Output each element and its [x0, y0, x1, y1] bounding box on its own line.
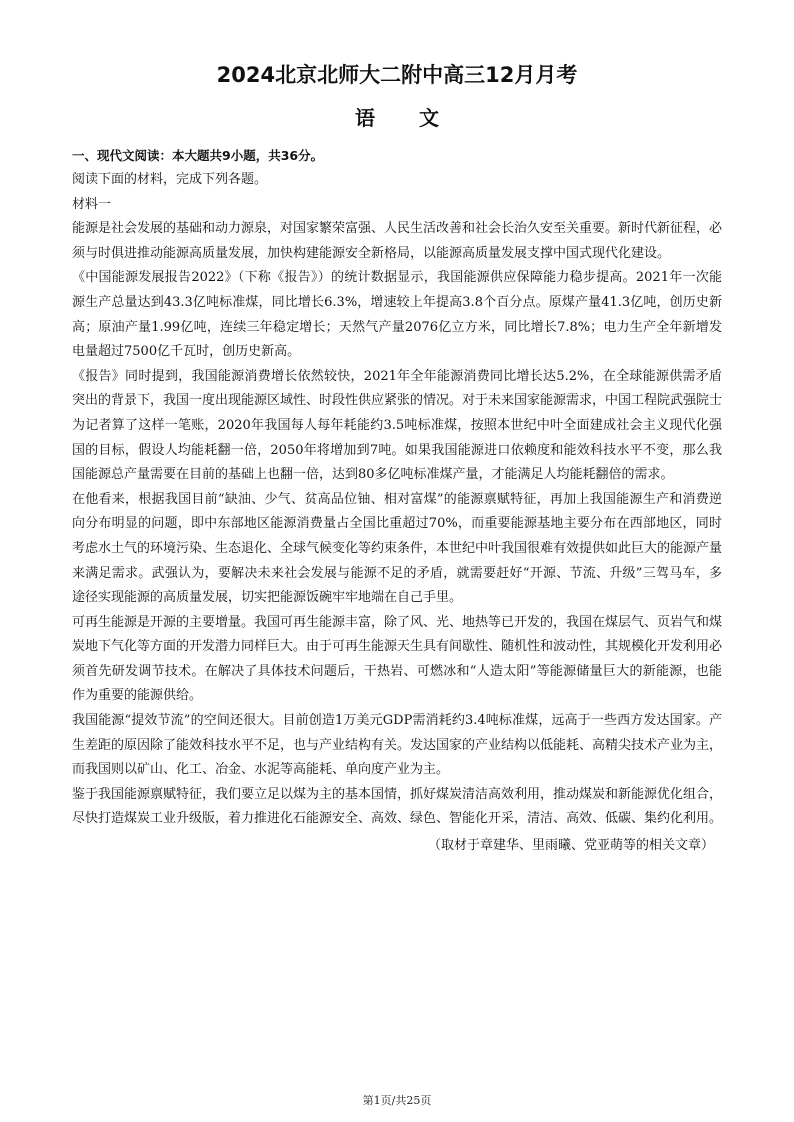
material-label: 材料一	[72, 196, 112, 212]
paragraph: 能源是社会发展的基础和动力源泉，对国家繁荣富强、人民生活改善和社会长治久安至关重要。新时代新征程，必须与时俱进推动能源高质量发展，加快构建能源安全新格局，以能源高质量发展支撑中国式现代化建设。	[72, 221, 723, 261]
page-title: 2024北京北师大二附中高三12月月考	[216, 63, 578, 87]
instruction-text: 阅读下面的材料，完成下列各题。	[72, 172, 268, 187]
material-body	[72, 217, 722, 832]
section-heading: 一、现代文阅读：本大题共9小题，共36分。	[72, 148, 324, 163]
paragraph: 《中国能源发展报告2022》（下称《报告》）的统计数据显示，我国能源供应保障能力稳步提高。2021年一次能源生产总量达到43.3亿吨标准煤，同比增长6.3%，增速较上年提高3.8个百分点。原煤产量41.3亿吨，创历史新高；原油产量1.99亿吨，连续三年稳定增长；天然气产量2076亿立方米，同比增长7.8%；电力生产全年新增发电量超过7500亿千瓦时，创历史新高。	[72, 270, 722, 360]
paragraph: 可再生能源是开源的主要增量。我国可再生能源丰富，除了风、光、地热等已开发的，我国在煤层气、页岩气和煤炭地下气化等方面的开发潜力同样巨大。由于可再生能源天生具有间歇性、随机性和波动性，其规模化开发利用必须首先研发调节技术。在解决了具体技术问题后，干热岩、可燃冰和“人造太阳”等能源储量巨大的新能源，也能作为重要的能源供给。	[72, 614, 723, 704]
subject-title: 语文	[355, 106, 483, 130]
paragraph: 我国能源“提效节流”的空间还很大。目前创造1万美元GDP需消耗约3.4吨标准煤，远高于一些西方发达国家。产生差距的原因除了能效科技水平不足，也与产业结构有关。发达国家的产业结构以低能耗、高精尖技术产业为主，而我国则以矿山、化工、冶金、水泥等高能耗、单向度产业为主。	[72, 713, 723, 778]
page-number: 第1页/共25页	[362, 1094, 432, 1107]
paragraph: 在他看来，根据我国目前“缺油、少气、贫高品位铀、相对富煤”的能源禀赋特征，再加上我国能源生产和消费逆向分布明显的问题，即中东部地区能源消费量占全国比重超过70%，而重要能源基地主要分布在西部地区，同时考虑水土气的环境污染、生态退化、全球气候变化等约束条件，本世纪中叶我国很难有效提供如此巨大的能源产量来满足需求。武强认为，要解决未来社会发展与能源不足的矛盾，就需要赶好“开源、节流、升级”三驾马车，多途径实现能源的高质量发展，切实把能源饭碗牢牢地端在自己手里。	[72, 491, 723, 606]
paragraph: 鉴于我国能源禀赋特征，我们要立足以煤为主的基本国情，抓好煤炭清洁高效利用，推动煤炭和新能源优化组合，尽快打造煤炭工业升级版，着力推进化石能源安全、高效、绿色、智能化开采，清洁、高效、低碳、集约化利用。	[72, 786, 723, 827]
paragraph: 《报告》同时提到，我国能源消费增长依然较快，2021年全年能源消费同比增长达5.2%，在全球能源供需矛盾突出的背景下，我国一度出现能源区域性、时段性供应紧张的情况。对于未来国家能源需求，中国工程院武强院士为记者算了这样一笔账，2020年我国每人每年耗能约3.5吨标准煤，按照本世纪中叶全面建成社会主义现代化强国的目标，假设人均能耗翻一倍，2050年将增加到7吨。如果我国能源进口依赖度和能效科技水平不变，那么我国能源总产量需要在目前的基础上也翻一倍，达到80多亿吨标准煤产量，才能满足人均能耗翻倍的需求。	[72, 368, 723, 483]
source-citation: （取材于章建华、里雨曦、党亚萌等的相关文章）	[427, 838, 714, 854]
